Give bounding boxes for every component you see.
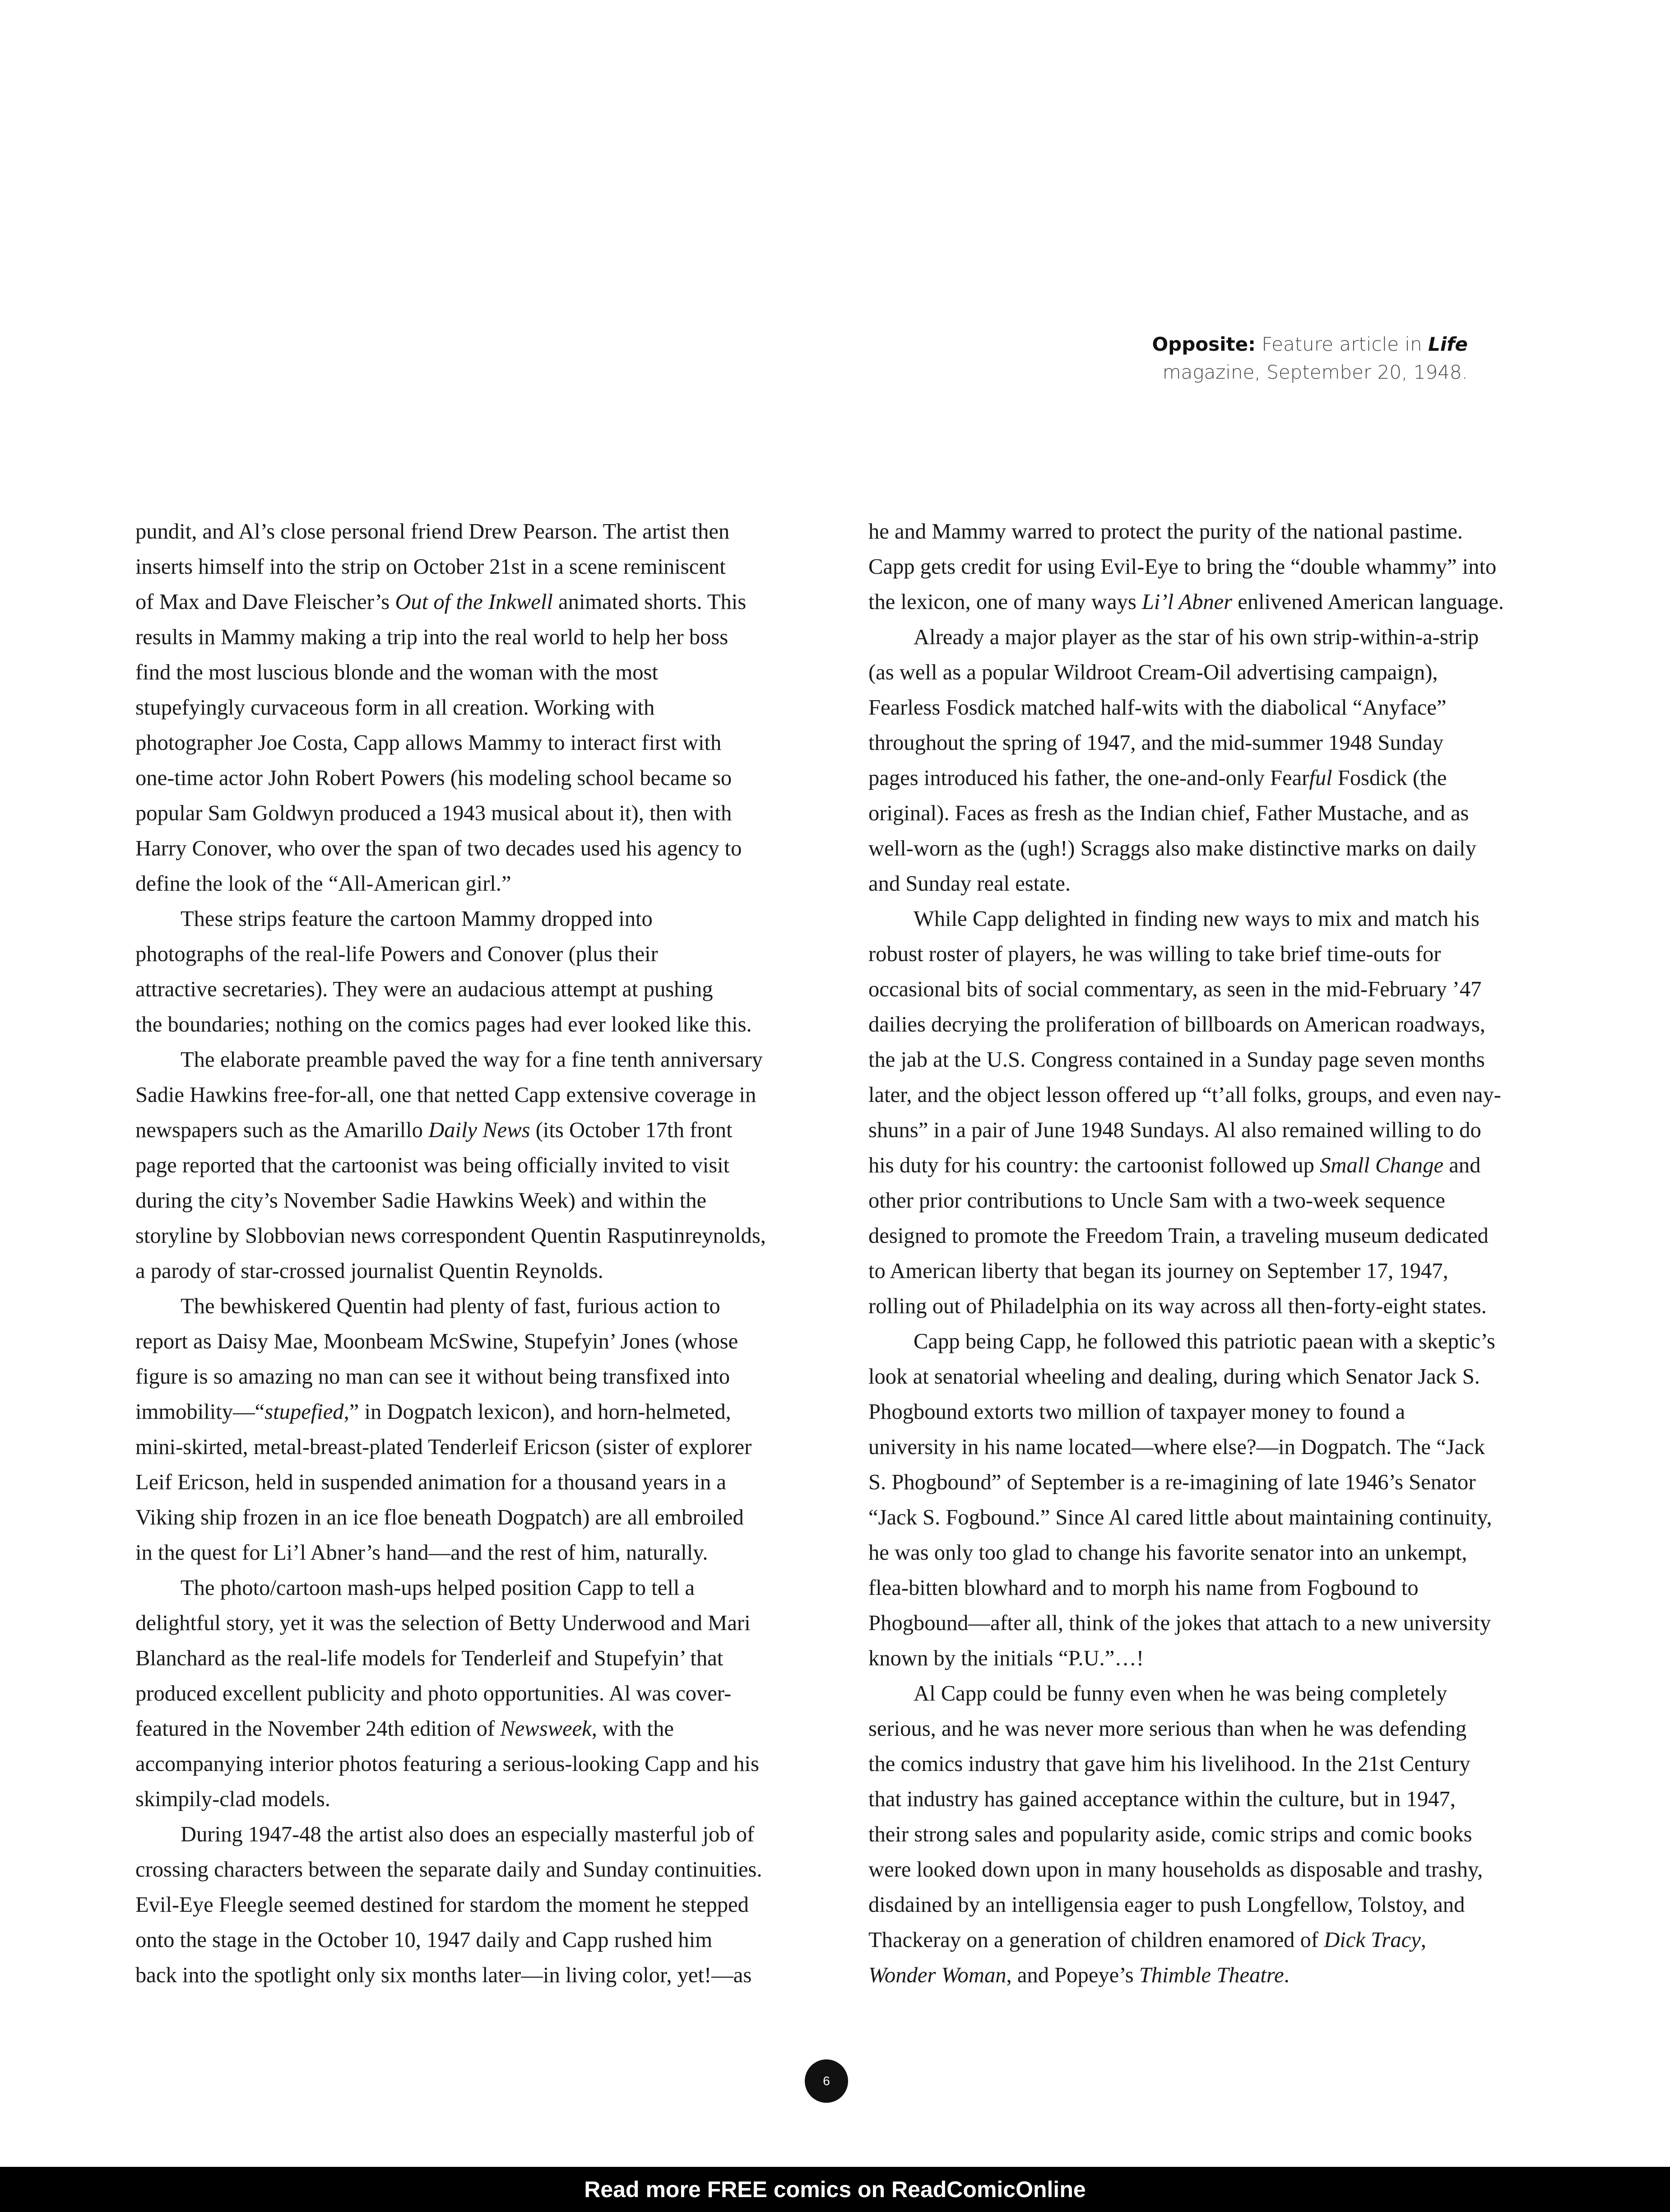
italic-title: Dick Tracy: [1324, 1928, 1421, 1952]
paragraph-text: .: [1284, 1963, 1290, 1987]
paragraph: [135, 1042, 803, 1288]
italic-title: Daily News: [428, 1118, 530, 1142]
italic-title: Small Change: [1320, 1153, 1444, 1177]
paragraph: [135, 514, 803, 901]
paragraph-text: Capp being Capp, he followed this patriotic paean with a skeptic’s look at senatorial wheeling and dealing, during which Senator Jack S. Phogbound extorts two million of taxpayer money to found a university in his name located—where else?—in Dogpatch. The “Jack S. Phogbound” of September is a re-imagining of late 1946’s Senator “Jack S. Fogbound.” Since Al cared little about maintaining continuity, he was only too glad to change his favorite senator into an unkempt, flea-bitten blowhard and to morph his name from Fogbound to Phogbound—after all, think of the jokes that attach to a new university known by the initials “P.U.”…!: [868, 1329, 1495, 1670]
italic-title: Out of the Inkwell: [395, 590, 553, 614]
paragraph-text: These strips feature the cartoon Mammy dropped into photographs of the real-life Powers and Conover (plus their attractive secretaries). They were an audacious attempt at pushing the boundaries; nothing on the comics pages had ever looked like this.: [135, 906, 752, 1036]
paragraph-text: Al Capp could be funny even when he was being completely serious, and he was never more serious than when he was defending the comics industry that gave him his livelihood. In the 21st Century that industry has gained acceptance within the culture, but in 1947, their strong sales and popularity aside, comic strips and comic books were looked down upon in many households as disposable and trashy, disdained by an intelligensia eager to push Longfellow, Tolstoy, and Thackeray on a generation of children enamored of: [868, 1681, 1483, 1952]
left-text-column: [135, 514, 803, 1993]
paragraph-text: , and Popeye’s: [1006, 1963, 1139, 1987]
caption-text-after: magazine, September 20, 1948.: [1162, 361, 1468, 383]
italic-title: Li’l Abner: [1141, 590, 1233, 614]
paragraph-text: The bewhiskered Quentin had plenty of fast, furious action to report as Daisy Mae, Moonbeam McSwine, Stupefyin’ Jones (whose figure is so amazing no man can see it without being transfixed into immobility—“: [135, 1294, 738, 1424]
paragraph-text: , with the accompanying interior photos featuring a serious-looking Capp and his skimpily-clad models.: [135, 1716, 759, 1811]
paragraph: [868, 901, 1536, 1324]
caption-italic: Life: [1428, 333, 1468, 355]
paragraph-text: The photo/cartoon mash-ups helped position Capp to tell a delightful story, yet it was the selection of Betty Underwood and Mari Blanchard as the real-life models for Tenderleif and Stupefyin’ that produced excellent publicity and photo opportunities. Al was cover- featured in the November 24th edition of: [135, 1575, 751, 1741]
caption-text-before: Feature article in: [1255, 333, 1429, 355]
photo-caption: [1062, 330, 1468, 386]
paragraph-text: Already a major player as the star of his own strip-within-a-strip (as well as a popular Wildroot Cream-Oil advertising campaign), Fearless Fosdick matched half-wits with the diabolical “Anyface” throughout the spring of 1947, and the mid-summer 1948 Sunday pages introduced his father, the one-and-only Fear: [868, 625, 1479, 790]
paragraph-text: and other prior contributions to Uncle Sam with a two-week sequence designed to promote the Freedom Train, a traveling museum dedicated to American liberty that began its journey on September 17, 1947, rolling out of Philadelphia on its way across all then-forty-eight states.: [868, 1153, 1489, 1318]
paragraph: [135, 901, 803, 1042]
paragraph-text: The elaborate preamble paved the way for a fine tenth anniversary Sadie Hawkins free-for-all, one that netted Capp extensive coverage in newspapers such as the Amarillo: [135, 1047, 763, 1142]
paragraph-text: Fosdick (the original). Faces as fresh as the Indian chief, Father Mustache, and as well-worn as the (ugh!) Scraggs also make distinctive marks on daily and Sunday real estate.: [868, 766, 1476, 896]
italic-title: Newsweek: [500, 1716, 592, 1741]
paragraph-text: animated shorts. This results in Mammy making a trip into the real world to help her boss find the most luscious blonde and the woman with the most stupefyingly curvaceous form in all creation. Working with photographer Joe Costa, Capp allows Mammy to interact first with one-time actor John Robert Powers (his modeling school became so popular Sam Goldwyn produced a 1943 musical about it), then with Harry Conover, who over the span of two decades used his agency to define the look of the “All-American girl.”: [135, 590, 747, 896]
page-number-badge: 6: [805, 2059, 848, 2103]
paragraph-text: enlivened American language.: [1232, 590, 1504, 614]
paragraph: [868, 1676, 1536, 1993]
paragraph-text: ,: [1420, 1928, 1426, 1952]
right-text-column: [868, 514, 1536, 1993]
paragraph: [868, 514, 1536, 619]
italic-title: Wonder Woman: [868, 1963, 1007, 1987]
paragraph-text: pundit, and Al’s close personal friend Drew Pearson. The artist then inserts himself into the strip on October 21st in a scene reminiscent of Max and Dave Fleischer’s: [135, 519, 730, 614]
paragraph: [135, 1570, 803, 1817]
paragraph-text: While Capp delighted in finding new ways to mix and match his robust roster of players, he was willing to take brief time-outs for occasional bits of social commentary, as seen in the mid-February ’47 dailies decrying the proliferation of billboards on American roadways, the jab at the U.S. Congress contained in a Sunday page seven months later, and the object lesson offered up “t’all folks, groups, and even nay- shuns” in a pair of June 1948 Sundays. Al also remained willing to do his duty for his country: the cartoonist followed up: [868, 906, 1501, 1177]
italic-term: stupefied: [264, 1399, 344, 1424]
paragraph: [135, 1288, 803, 1570]
paragraph-text: he and Mammy warred to protect the purity of the national pastime. Capp gets credit for using Evil-Eye to bring the “double whammy” into the lexicon, one of many ways: [868, 519, 1497, 614]
footer-banner[interactable]: Read more FREE comics on ReadComicOnline: [0, 2167, 1670, 2212]
paragraph: [135, 1817, 803, 1993]
italic-title: Thimble Theatre: [1139, 1963, 1284, 1987]
paragraph: [868, 1324, 1536, 1676]
paragraph-text: During 1947-48 the artist also does an especially masterful job of crossing characters between the separate daily and Sunday continuities. Evil-Eye Fleegle seemed destined for stardom the moment he stepped onto the stage in the October 10, 1947 daily and Capp rushed him back into the spotlight only six months later—in living color, yet!—as: [135, 1822, 762, 1987]
caption-label: Opposite:: [1152, 333, 1256, 355]
italic-emphasis: ful: [1309, 766, 1332, 790]
paragraph-text: (its October 17th front page reported that the cartoonist was being officially invited to visit during the city’s November Sadie Hawkins Week) and within the storyline by Slobbovian news correspondent Quentin Rasputinreynolds, a parody of star-crossed journalist Quentin Reynolds.: [135, 1118, 766, 1283]
paragraph-text: ,” in Dogpatch lexicon), and horn-helmeted, mini-skirted, metal-breast-plated Tenderleif Ericson (sister of explorer Leif Ericson, held in suspended animation for a thousand years in a Viking ship frozen in an ice floe beneath Dogpatch) are all embroiled in the quest for Li’l Abner’s hand—and the rest of him, naturally.: [135, 1399, 752, 1565]
paragraph: [868, 619, 1536, 901]
